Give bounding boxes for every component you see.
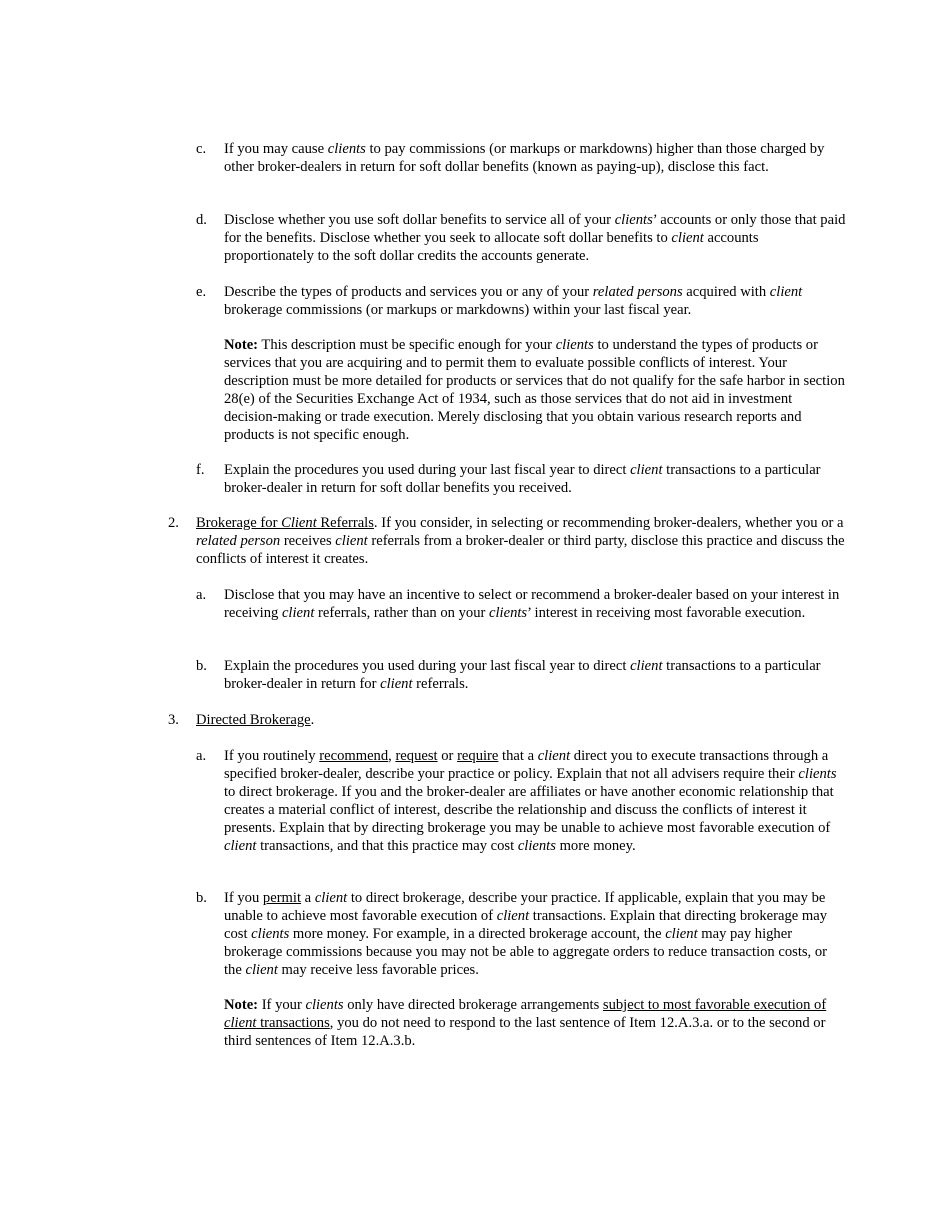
section-heading: Directed Brokerage (196, 712, 311, 728)
text-run: related person (196, 533, 281, 549)
text-run: transactions, and that this practice may cost (256, 838, 518, 854)
section-heading: Referrals (316, 515, 374, 531)
text-run: transactions (256, 1015, 330, 1031)
text-run: referrals, rather than on your (314, 605, 490, 621)
item-text (224, 461, 846, 497)
item-text (196, 711, 846, 729)
item-text (196, 514, 846, 568)
text-run: require (457, 748, 499, 764)
item-label: 2. (168, 515, 179, 531)
text-run: to direct brokerage, describe your practice. If applicable, explain that you may be unable to achieve most favorable execution of (224, 890, 826, 924)
text-run: client (665, 926, 698, 942)
note-text (224, 336, 846, 444)
text-run: clients (305, 997, 344, 1013)
text-run: referrals. (412, 676, 469, 692)
item-label: f. (196, 462, 205, 478)
text-run: may pay higher brokerage commissions because you may not be able to aggregate orders to reduce transaction costs, or the (224, 926, 828, 978)
text-run: clients (555, 337, 594, 353)
text-run: ’ interest in receiving most favorable execution. (527, 605, 806, 621)
section-heading: Client (281, 515, 317, 531)
text-run: client (335, 533, 368, 549)
item-text (224, 283, 846, 319)
item-text (224, 747, 846, 855)
note-label: Note: (224, 337, 259, 353)
item-label: a. (196, 748, 207, 764)
item-label: 3. (168, 712, 179, 728)
text-run: Explain the procedures you used during your last fiscal year to direct (224, 658, 631, 674)
item-label: b. (196, 658, 207, 674)
text-run: recommend (319, 748, 389, 764)
text-run: referrals from a broker-dealer or third party, disclose this practice and discuss the conflicts of interest it creates. (196, 533, 845, 567)
text-run: client (630, 658, 663, 674)
text-run: only have directed brokerage arrangements (343, 997, 603, 1013)
text-run: client (224, 1015, 257, 1031)
text-run: transactions to a particular broker-dealer in return for soft dollar benefits you received. (224, 462, 821, 496)
text-run: If you routinely (224, 748, 320, 764)
text-run: that a (498, 748, 538, 764)
text-run: Disclose whether you use soft dollar benefits to service all of your (224, 212, 615, 228)
text-run: client (769, 284, 803, 300)
text-run: . If you consider, in selecting or recommending broker-dealers, whether you or a (373, 515, 844, 531)
text-run: If you may cause (224, 141, 328, 157)
item-text (224, 140, 846, 176)
item-text (224, 889, 846, 979)
text-run: acquired with (682, 284, 770, 300)
item-text (224, 657, 846, 693)
text-run: , (388, 748, 396, 764)
text-run: Describe the types of products and services you or any of your (224, 284, 593, 300)
item-text (224, 211, 846, 265)
item-label: d. (196, 212, 207, 228)
text-run: clients (489, 605, 528, 621)
text-run: transactions to a particular broker-dealer in return for (224, 658, 821, 692)
text-run: client (281, 605, 315, 621)
text-run: clients (251, 926, 290, 942)
text-run: to pay commissions (or markups or markdowns) higher than those charged by other broker-dealers in return for soft dollar benefits (known as paying-up), disclose this fact. (224, 141, 825, 175)
text-run: Disclose that you may have an incentive to select or recommend a broker-dealer based on your interest in receiving (224, 587, 840, 621)
text-run: , you do not need to respond to the last sentence of Item 12.A.3.a. or to the second or third sentences of Item 12.A.3.b. (224, 1015, 826, 1049)
text-run: request (395, 748, 438, 764)
item-label: e. (196, 284, 207, 300)
item-label: b. (196, 890, 207, 906)
text-run: If you (224, 890, 263, 906)
text-run: client (537, 748, 571, 764)
text-run: clients (327, 141, 366, 157)
text-run: to direct brokerage. If you and the broker-dealer are affiliates or have another economic relationship that creates a material conflict of interest, describe the relationship and discuss the conflicts of interest it presents. Explain that by directing brokerage you may be unable to achieve most favorable execution of (224, 784, 834, 836)
text-run: may receive less favorable prices. (277, 962, 479, 978)
text-run: client (380, 676, 413, 692)
text-run: accounts proportionately to the soft dollar credits the accounts generate. (224, 230, 759, 264)
item-label: a. (196, 587, 207, 603)
text-run: client (224, 838, 257, 854)
text-run: clients (798, 766, 837, 782)
text-run: permit (262, 890, 302, 906)
text-run: clients (517, 838, 556, 854)
text-run: receives (280, 533, 336, 549)
section-heading: Brokerage for (196, 515, 282, 531)
item-text (224, 586, 846, 622)
text-run: transactions. Explain that directing brokerage may cost (224, 908, 827, 942)
text-run: This description must be specific enough for your (258, 337, 556, 353)
text-run: or (437, 748, 458, 764)
note-label: Note: (224, 997, 259, 1013)
text-run: client (496, 908, 530, 924)
text-run: ’ accounts or only those that paid for the benefits. Disclose whether you seek to allocate soft dollar benefits to (224, 212, 846, 246)
text-run: client (671, 230, 704, 246)
note-text (224, 996, 846, 1050)
text-run: client (314, 890, 348, 906)
item-label: c. (196, 141, 207, 157)
text-run: client (630, 462, 663, 478)
text-run: to understand the types of products or services that you are acquiring and to permit them to evaluate possible conflicts of interest. Your description must be more detailed for products or services that do not qualify for the safe harbor in section 28(e) of the Securities Exchange Act of 1934, such as those services that do not aid in investment decision-making or trade execution. Merely disclosing that you obtain various research reports and products is not specific enough. (224, 337, 845, 443)
text-run: client (245, 962, 278, 978)
text-run: related persons (592, 284, 683, 300)
text-run: . (310, 712, 315, 728)
text-run: If your (258, 997, 306, 1013)
text-run: clients (614, 212, 653, 228)
text-run: direct you to execute transactions through a specified broker-dealer, describe your practice or policy. Explain that not all advisers require their (224, 748, 829, 782)
text-run: more money. (555, 838, 636, 854)
text-run: a (301, 890, 315, 906)
text-run: brokerage commissions (or markups or markdowns) within your last fiscal year. (224, 302, 692, 318)
text-run: Explain the procedures you used during your last fiscal year to direct (224, 462, 631, 478)
text-run: subject to most favorable execution of (602, 997, 827, 1013)
text-run: more money. For example, in a directed brokerage account, the (289, 926, 666, 942)
